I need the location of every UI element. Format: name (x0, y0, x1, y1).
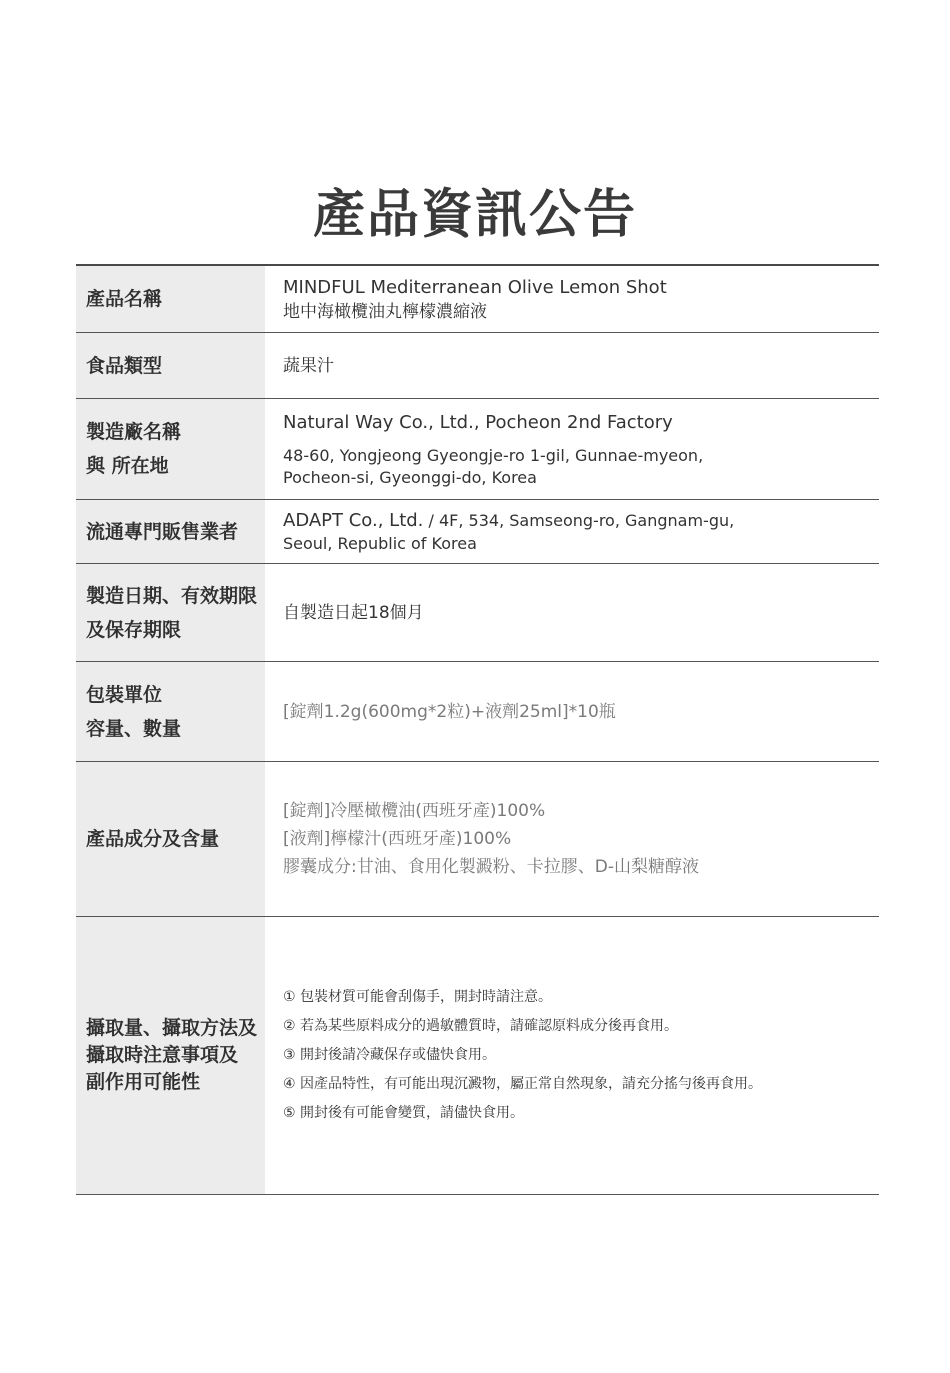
distributor-separator: / (423, 511, 439, 530)
manufacturer-name: Natural Way Co., Ltd., Pocheon 2nd Factory (283, 411, 673, 433)
row-value (265, 564, 879, 661)
row-label: 製造廠名稱 與 所在地 (76, 399, 265, 499)
caution-item: ① 包裝材質可能會刮傷手，開封時請注意。 (283, 989, 552, 1005)
row-label: 食品類型 (76, 333, 265, 398)
food-type-value: 蔬果汁 (283, 355, 334, 376)
caution-item: ③ 開封後請冷藏保存或儘快食用。 (283, 1047, 497, 1063)
caution-item: ⑤ 開封後有可能會變質，請儘快食用。 (283, 1105, 524, 1121)
row-food-type (76, 333, 879, 399)
row-value (265, 399, 879, 499)
row-value (265, 662, 879, 761)
row-value (265, 333, 879, 398)
ingredient-line: [錠劑]冷壓橄欖油(西班牙產)100% (283, 801, 546, 821)
row-label: 流通專門販售業者 (76, 500, 265, 563)
product-name-zh: 地中海橄欖油丸檸檬濃縮液 (283, 301, 487, 322)
row-package (76, 662, 879, 762)
row-product-name (76, 266, 879, 333)
row-usage (76, 917, 879, 1195)
caution-item: ② 若為某些原料成分的過敏體質時，請確認原料成分後再食用。 (283, 1018, 678, 1034)
caution-item: ④ 因產品特性，有可能出現沉澱物，屬正常自然現象，請充分搖勻後再食用。 (283, 1076, 762, 1092)
row-label: 攝取量、攝取方法及 攝取時注意事項及 副作用可能性 (76, 917, 265, 1194)
manufacturer-address-line2: Pocheon-si, Gyeonggi-do, Korea (283, 467, 537, 487)
row-label: 製造日期、有效期限 及保存期限 (76, 564, 265, 661)
distributor-address-line2: Seoul, Republic of Korea (283, 534, 477, 553)
row-label: 產品成分及含量 (76, 762, 265, 916)
ingredient-line: [液劑]檸檬汁(西班牙產)100% (283, 829, 512, 849)
row-label: 包裝單位 容量、數量 (76, 662, 265, 761)
manufacturer-address-line1: 48-60, Yongjeong Gyeongje-ro 1-gil, Gunnae-myeon, (283, 445, 704, 465)
distributor-address-line1: 4F, 534, Samseong-ro, Gangnam-gu, (438, 511, 735, 530)
page-title: 產品資訊公告 (312, 185, 637, 245)
row-value (265, 500, 879, 563)
distributor-line1 (283, 508, 879, 533)
product-name-en: MINDFUL Mediterranean Olive Lemon Shot (283, 276, 667, 298)
package-value: [錠劑1.2g(600mg*2粒)+液劑25ml]*10瓶 (283, 701, 616, 722)
row-expiry (76, 564, 879, 662)
ingredient-line: 膠囊成分:甘油、食用化製澱粉、卡拉膠、D-山梨糖醇液 (283, 857, 699, 877)
row-value (265, 266, 879, 332)
expiry-value: 自製造日起18個月 (283, 602, 424, 623)
row-label: 產品名稱 (76, 266, 265, 332)
row-ingredients (76, 762, 879, 917)
row-value (265, 762, 879, 916)
row-distributor (76, 500, 879, 564)
row-manufacturer (76, 399, 879, 500)
product-info-table (76, 264, 879, 1195)
distributor-company: ADAPT Co., Ltd. (283, 510, 424, 531)
row-value (265, 917, 879, 1194)
